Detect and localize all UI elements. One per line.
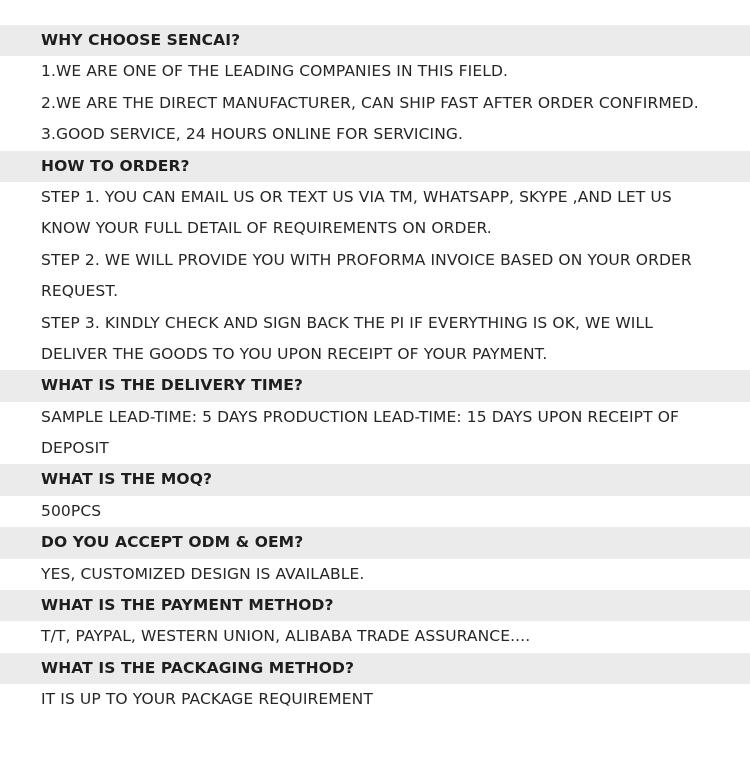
faq-question-moq: WHAT IS THE MOQ? [0,464,750,495]
faq-answer-line: 3.GOOD SERVICE, 24 HOURS ONLINE FOR SERVICING. [0,119,750,150]
faq-question-why-choose: WHY CHOOSE SENCAI? [0,25,750,56]
faq-question-how-to-order: HOW TO ORDER? [0,151,750,182]
faq-answer-line: YES, CUSTOMIZED DESIGN IS AVAILABLE. [0,559,750,590]
faq-answer-line: 500PCS [0,496,750,527]
faq-question-delivery-time: WHAT IS THE DELIVERY TIME? [0,370,750,401]
faq-answer-line: IT IS UP TO YOUR PACKAGE REQUIREMENT [0,684,750,715]
faq-question-payment-method: WHAT IS THE PAYMENT METHOD? [0,590,750,621]
faq-answer-line: DELIVER THE GOODS TO YOU UPON RECEIPT OF YOUR PAYMENT. [0,339,750,370]
faq-section [0,25,750,716]
faq-answer-line: STEP 2. WE WILL PROVIDE YOU WITH PROFORMA INVOICE BASED ON YOUR ORDER [0,245,750,276]
faq-answer-line: 2.WE ARE THE DIRECT MANUFACTURER, CAN SHIP FAST AFTER ORDER CONFIRMED. [0,88,750,119]
faq-answer-line: T/T, PAYPAL, WESTERN UNION, ALIBABA TRADE ASSURANCE.... [0,621,750,652]
faq-answer-line: KNOW YOUR FULL DETAIL OF REQUIREMENTS ON ORDER. [0,213,750,244]
faq-answer-line: STEP 3. KINDLY CHECK AND SIGN BACK THE PI IF EVERYTHING IS OK, WE WILL [0,308,750,339]
faq-answer-line: REQUEST. [0,276,750,307]
faq-answer-line: STEP 1. YOU CAN EMAIL US OR TEXT US VIA TM, WHATSAPP, SKYPE ,AND LET US [0,182,750,213]
faq-question-odm-oem: DO YOU ACCEPT ODM & OEM? [0,527,750,558]
faq-answer-line: DEPOSIT [0,433,750,464]
faq-answer-line: 1.WE ARE ONE OF THE LEADING COMPANIES IN THIS FIELD. [0,56,750,87]
faq-answer-line: SAMPLE LEAD-TIME: 5 DAYS PRODUCTION LEAD-TIME: 15 DAYS UPON RECEIPT OF [0,402,750,433]
faq-question-packaging-method: WHAT IS THE PACKAGING METHOD? [0,653,750,684]
